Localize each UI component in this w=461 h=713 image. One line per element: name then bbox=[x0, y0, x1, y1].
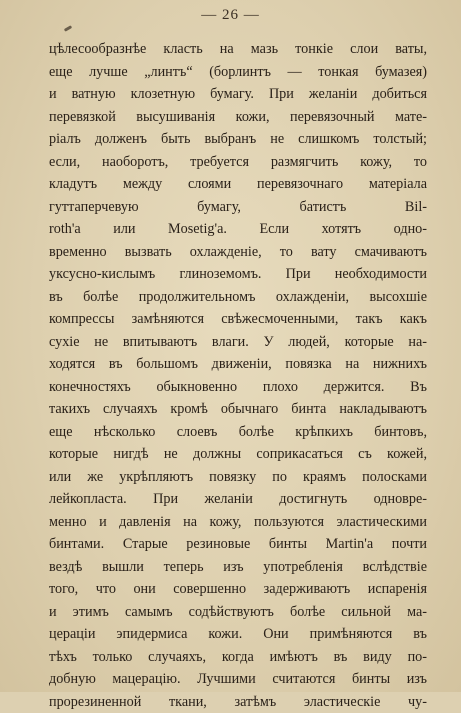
text-line: еще нѣсколько слоевъ болѣе крѣпкихъ бинтовъ, bbox=[49, 421, 427, 444]
text-line: уксусно-кислымъ глиноземомъ. При необходимости bbox=[49, 263, 427, 286]
ink-smudge bbox=[64, 25, 72, 32]
text-line: сухіе не впитываютъ влаги. У людей, которые на- bbox=[49, 331, 427, 354]
text-line: и этимъ самымъ содѣйствуютъ болѣе сильной ма- bbox=[49, 601, 427, 624]
text-line: того, что они совершенно задерживаютъ испаренія bbox=[49, 578, 427, 601]
text-line: которые нигдѣ не должны соприкасаться съ кожей, bbox=[49, 443, 427, 466]
text-line: лейкопласта. При желаніи достигнуть одновре- bbox=[49, 488, 427, 511]
text-line: еще лучше „линтъ“ (борлинтъ — тонкая бумазея) bbox=[49, 61, 427, 84]
text-line: ходятся въ большомъ движеніи, повязка на нижнихъ bbox=[49, 353, 427, 376]
text-line: тѣхъ только случаяхъ, когда имѣютъ въ виду по- bbox=[49, 646, 427, 669]
text-line: компрессы замѣняются свѣжесмоченными, такъ какъ bbox=[49, 308, 427, 331]
text-line: конечностяхъ обыкновенно плохо держится. Въ bbox=[49, 376, 427, 399]
text-line: временно вызвать охлажденіе, то вату смачиваютъ bbox=[49, 241, 427, 264]
text-line: если, наоборотъ, требуется размягчить кожу, то bbox=[49, 151, 427, 174]
text-line: менно и давленія на кожу, пользуются эластическими bbox=[49, 511, 427, 534]
text-line: перевязкой высушиванія кожи, перевязочный мате- bbox=[49, 106, 427, 129]
text-line: roth'а или Mosetig'а. Если хотятъ одно- bbox=[49, 218, 427, 241]
text-line: ріалъ долженъ быть выбранъ не слишкомъ толстый; bbox=[49, 128, 427, 151]
text-body bbox=[49, 38, 427, 713]
text-line: или же укрѣпляютъ повязку по краямъ полосками bbox=[49, 466, 427, 489]
text-line: въ болѣе продолжительномъ охлажденіи, высохшіе bbox=[49, 286, 427, 309]
text-line: гуттаперчевую бумагу, батистъ Bil- bbox=[49, 196, 427, 219]
page-number: — 26 — bbox=[0, 7, 461, 24]
text-line: такихъ случаяхъ кромѣ обычнаго бинта накладываютъ bbox=[49, 398, 427, 421]
text-line: цераціи эпидермиса кожи. Они примѣняются въ bbox=[49, 623, 427, 646]
text-line: вездѣ вышли теперь изъ употребленія вслѣдствіе bbox=[49, 556, 427, 579]
text-line: и ватную клозетную бумагу. При желаніи добиться bbox=[49, 83, 427, 106]
text-line: добную мацерацію. Лучшими считаются бинты изъ bbox=[49, 668, 427, 691]
text-line: цѣлесообразнѣе класть на мазь тонкіе слои ваты, bbox=[49, 38, 427, 61]
text-line: кладутъ между слоями перевязочнаго матеріала bbox=[49, 173, 427, 196]
text-line: бинтами. Старые резиновые бинты Martin'а почти bbox=[49, 533, 427, 556]
text-line: прорезиненной ткани, затѣмъ эластическіе чу- bbox=[49, 691, 427, 713]
